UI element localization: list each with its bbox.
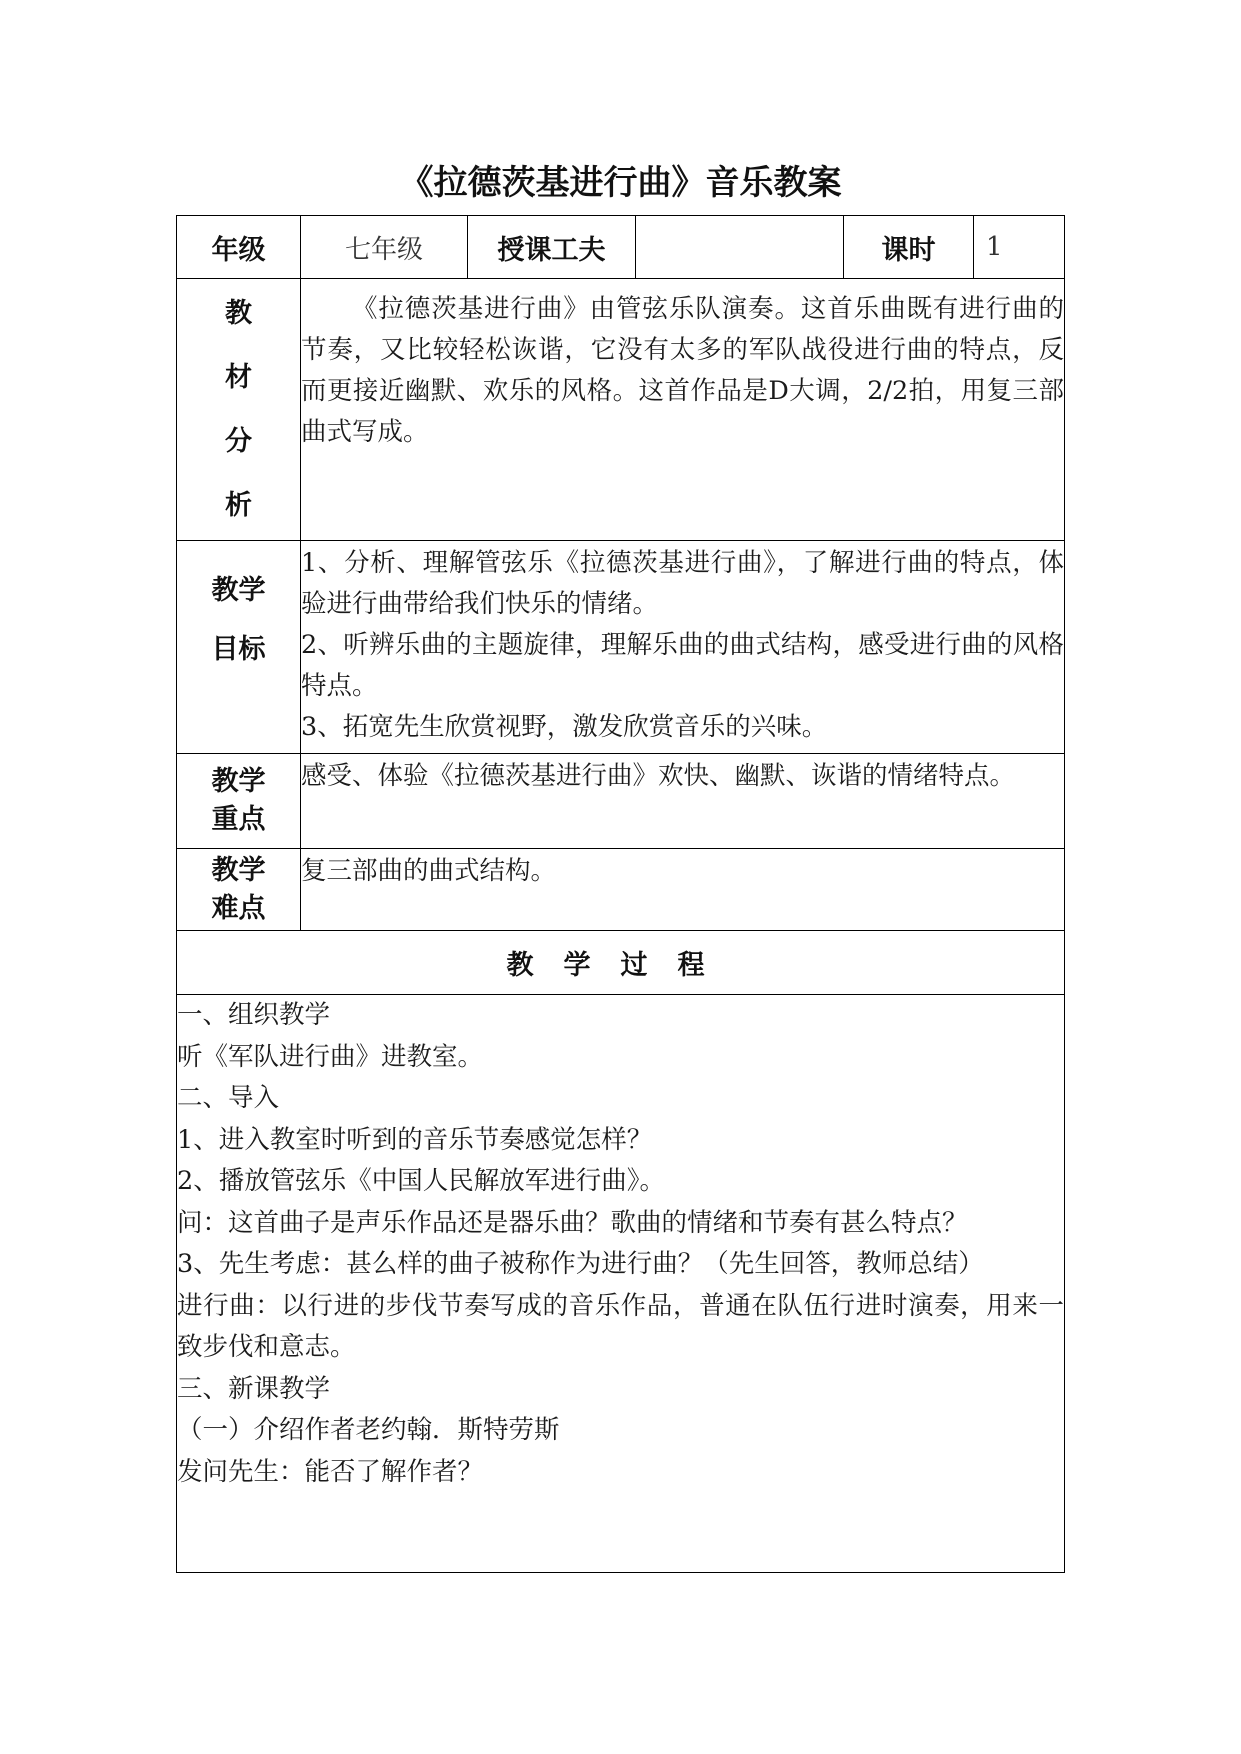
material-label-char: 教	[225, 297, 252, 329]
goals-label	[177, 541, 301, 754]
key-points-text-cell	[301, 754, 1065, 849]
material-label-char: 分	[225, 425, 252, 457]
grade-value: 七年级	[301, 216, 468, 279]
period-value: 1	[974, 216, 1065, 279]
header-row	[177, 216, 1065, 279]
process-line: 听《军队进行曲》进教室。	[177, 1041, 484, 1072]
goals-row	[177, 541, 1065, 754]
lesson-plan-table	[176, 215, 1065, 1573]
difficulties-text-cell	[301, 849, 1065, 931]
process-line: （一）介绍作者老约翰．斯特劳斯	[177, 1415, 560, 1445]
process-line: 进行曲：以行进的步伐节奏写成的音乐作品，普通在队伍行进时演奏，用来一致步伐和意志。	[177, 1290, 1064, 1362]
goal-item: 3、拓宽先生欣赏视野，激发欣赏音乐的兴味。	[301, 712, 828, 742]
time-label: 授课工夫	[468, 216, 636, 279]
goals-text-cell	[301, 541, 1065, 754]
difficulties-label-line: 难点	[211, 892, 266, 924]
goals-label-line: 教学	[211, 575, 266, 606]
period-label: 课时	[844, 216, 974, 279]
process-line: 二、导入	[177, 1083, 280, 1113]
process-line: 3、先生考虑：甚么样的曲子被称作为进行曲？（先生回答，教师总结）	[177, 1249, 984, 1279]
process-body	[177, 995, 1065, 1573]
goals-label-line: 目标	[211, 634, 266, 665]
process-heading: 教学过程	[177, 931, 1065, 995]
difficulties-text: 复三部曲的曲式结构。	[301, 856, 557, 886]
difficulties-label	[177, 849, 301, 931]
process-line: 2、播放管弦乐《中国人民解放军进行曲》。	[177, 1166, 665, 1196]
process-body-row	[177, 995, 1065, 1573]
process-line: 问：这首曲子是声乐作品还是器乐曲？歌曲的情绪和节奏有甚么特点？	[177, 1207, 968, 1238]
goal-item: 2、听辨乐曲的主题旋律，理解乐曲的曲式结构，感受进行曲的风格特点。	[301, 630, 1064, 701]
key-points-text: 感受、体验《拉德茨基进行曲》欢快、幽默、诙谐的情绪特点。	[301, 761, 1016, 791]
grade-label: 年级	[177, 216, 301, 279]
key-points-label	[177, 754, 301, 849]
material-label-char: 材	[225, 361, 252, 393]
difficulties-row	[177, 849, 1065, 931]
process-line: 一、组织教学	[177, 1000, 331, 1030]
process-line: 发问先生：能否了解作者？	[177, 1456, 484, 1487]
material-label-char: 析	[225, 489, 252, 521]
key-points-row	[177, 754, 1065, 849]
material-text: 《拉德茨基进行曲》由管弦乐队演奏。这首乐曲既有进行曲的节奏，又比较轻松诙谐，它没有太多的军队战役进行曲的特点，反而更接近幽默、欢乐的风格。这首作品是D大调，2/2拍，用复三部曲式写成。	[301, 294, 1064, 447]
document-title: 《拉德茨基进行曲》音乐教案	[399, 163, 842, 203]
time-value	[636, 216, 844, 279]
process-line: 三、新课教学	[177, 1373, 331, 1404]
process-line: 1、进入教室时听到的音乐节奏感觉怎样？	[177, 1124, 653, 1155]
material-label	[177, 279, 301, 541]
material-row	[177, 279, 1065, 541]
key-points-label-line: 重点	[211, 804, 266, 835]
process-heading-row	[177, 931, 1065, 995]
material-text-cell	[301, 279, 1065, 541]
goal-item: 1、分析、理解管弦乐《拉德茨基进行曲》，了解进行曲的特点，体验进行曲带给我们快乐的情绪。	[301, 548, 1064, 619]
key-points-label-line: 教学	[211, 766, 266, 797]
difficulties-label-line: 教学	[211, 854, 266, 886]
